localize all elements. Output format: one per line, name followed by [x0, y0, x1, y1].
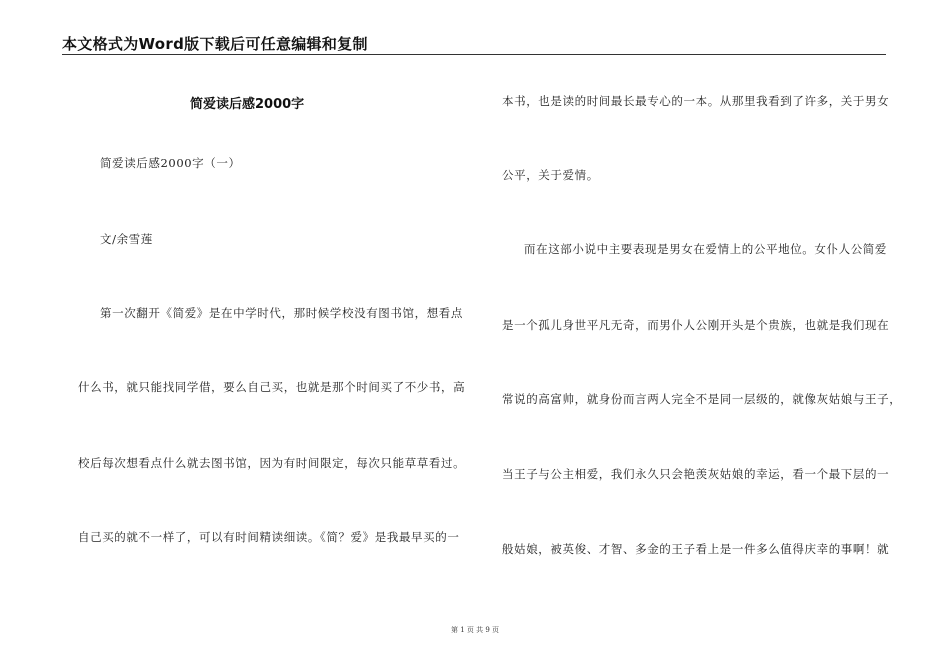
author-line: 文/余雪莲	[100, 232, 153, 246]
paragraph-line: 而在这部小说中主要表现是男女在爱情上的公平地位。女仆人公简爱	[524, 242, 887, 256]
header-text: 本文格式为Word版下载后可任意编辑和复制	[62, 35, 368, 53]
paragraph-line: 公平，关于爱情。	[502, 168, 599, 182]
paragraph-line: 当王子与公主相爱，我们永久只会艳羡灰姑娘的幸运，看一个最下层的一	[502, 467, 890, 481]
paragraph-line: 什么书，就只能找同学借，要么自己买，也就是那个时间买了不少书，高	[78, 380, 466, 394]
document-title: 简爱读后感2000字	[190, 97, 305, 112]
paragraph-line: 自己买的就不一样了，可以有时间精读细读。《简？爱》是我最早买的一	[78, 530, 460, 544]
paragraph-line: 是一个孤儿身世平凡无奇，而男仆人公刚开头是个贵族，也就是我们现在	[502, 318, 890, 332]
paragraph-line: 常说的高富帅，就身份而言两人完全不是同一层级的，就像灰姑娘与王子，	[502, 392, 902, 406]
paragraph-line: 般姑娘，被英俊、才智、多金的王子看上是一件多么值得庆幸的事啊！就	[502, 542, 890, 556]
paragraph-line: 第一次翻开《简爱》是在中学时代，那时候学校没有图书馆，想看点	[100, 306, 463, 320]
subtitle-line: 简爱读后感2000字（一）	[100, 156, 241, 170]
page-number: 第 1 页 共 9 页	[450, 626, 500, 634]
paragraph-line: 本书，也是读的时间最长最专心的一本。从那里我看到了许多，关于男女	[502, 94, 890, 108]
paragraph-line: 校后每次想看点什么就去图书馆，因为有时间限定，每次只能草草看过。	[78, 456, 466, 470]
header-divider	[62, 54, 886, 55]
